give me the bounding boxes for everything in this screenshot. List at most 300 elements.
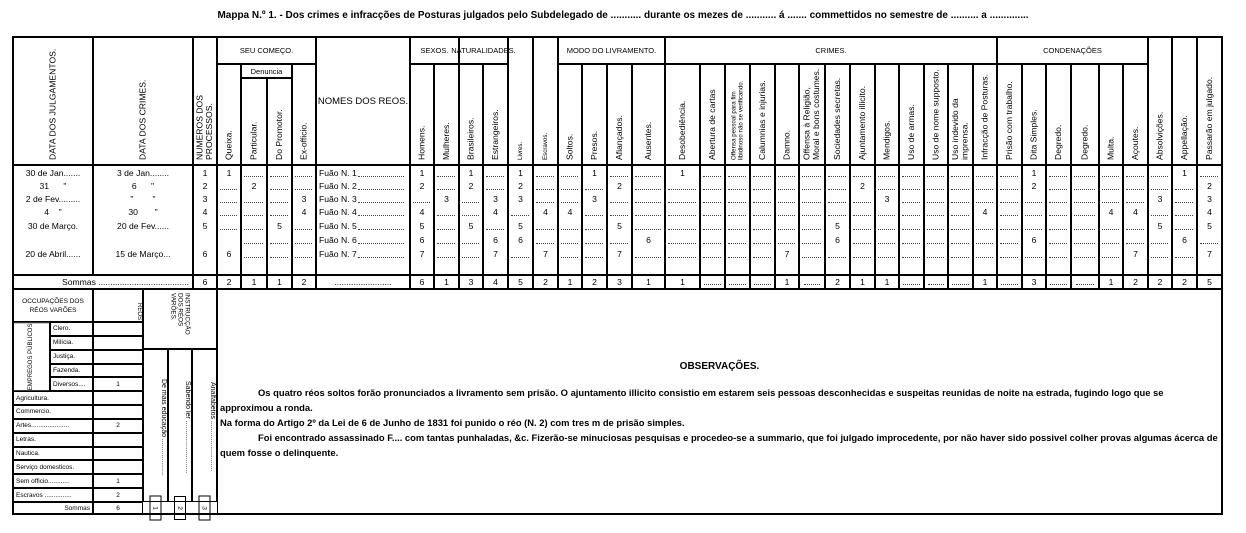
dotted-blank (1102, 229, 1119, 230)
occupation-row-label (50, 350, 93, 364)
dotted-blank (878, 215, 895, 216)
dotted-blank (635, 215, 661, 216)
table-cell: 4 (301, 207, 307, 217)
dotted-blank (244, 229, 263, 230)
column-header-dita-simples-text: Dita Simples. (1028, 109, 1039, 160)
column-header-ex-officio (292, 64, 316, 165)
dotted-blank (536, 176, 554, 177)
dotted-blank (585, 243, 603, 244)
dotted-blank (753, 215, 771, 216)
dotted-blank (635, 176, 661, 177)
instruccao-header-text: INSTRUCÇÃO DOS RÉOS VARÕES. (169, 293, 191, 335)
group-header-condenacoes-text: CONDENAÇÕES (1043, 46, 1102, 55)
sommas-cell (875, 275, 899, 289)
table-cell: 2 (419, 181, 425, 191)
dotted-blank (952, 284, 968, 285)
observations-body (220, 385, 1218, 460)
dotted-blank (1126, 229, 1144, 230)
dotted-blank (753, 202, 771, 203)
column-header-do-promotor (267, 78, 292, 165)
dotted-blank (536, 229, 554, 230)
occupation-row-label-text: Nautica. (16, 450, 40, 458)
occupation-row-value-text: 2 (116, 422, 120, 430)
sommas-cell (267, 275, 292, 289)
table-cell: 2 (1031, 181, 1037, 191)
dotted-blank (828, 215, 846, 216)
dotted-blank (927, 257, 944, 258)
column-header-presos (582, 64, 607, 165)
dotted-blank (703, 176, 721, 177)
occupation-row-label (50, 377, 93, 391)
sommas-cell (1046, 275, 1071, 289)
dotted-blank (1025, 202, 1042, 203)
dotted-blank (1000, 202, 1018, 203)
dotted-blank (902, 229, 920, 230)
group-header-crimes (665, 37, 997, 64)
sommas-cell (1071, 275, 1099, 289)
reo-name: Fuão N. 7 (319, 249, 357, 259)
table-cell: 1 (518, 168, 523, 178)
observation-paragraph: Na forma do Artigo 2º da Lei de 6 de Junho de 1831 foi punido o réo (N. 2) com tres m de prisão simples. (220, 417, 685, 428)
dotted-blank (878, 257, 895, 258)
column-header-mendigos (875, 64, 899, 165)
reo-name: Fuão N. 6 (319, 235, 357, 245)
dotted-blank (244, 257, 263, 258)
dotted-blank (778, 202, 795, 203)
column-header-uso-de-armas (899, 64, 924, 165)
column-header-offensa-pessoal-para-fim-libidinoso-nao-se-verificando (725, 64, 750, 165)
table-cell: 6 (835, 235, 840, 245)
instruccao-column-2-text: Sabendo ler ........................... (184, 380, 191, 474)
column-header-prisao-com-trabalho-text: Prisão com trabalho. (1003, 81, 1014, 160)
sommas-cell-text: 1 (680, 277, 685, 287)
table-cell: 5 (518, 221, 523, 231)
dotted-blank (668, 189, 696, 190)
dotted-blank (728, 257, 746, 258)
table-cell: 7 (1133, 249, 1138, 259)
dotted-blank (1200, 243, 1218, 244)
column-body-prisao-com-trabalho (997, 165, 1022, 275)
dotted-blank (1126, 176, 1144, 177)
observation-paragraph: Foi encontrado assassinado F.... com tantas punhaladas, &c. Fizerão-se minuciosas pesquisas e procedeo-se a summario, que foi julgado improcedente, por não haver sido possivel colher provas algumas ácerca de quem fosse o delinquente. (220, 432, 1218, 458)
occupation-row-label-text: Justiça. (53, 353, 76, 361)
sommas-cell (508, 275, 533, 289)
dotted-blank (536, 202, 554, 203)
column-header-uso-indevido-da-imprensa (948, 64, 973, 165)
column-header-afiancados-text: Afiançados. (613, 115, 624, 160)
dotted-blank (486, 176, 504, 177)
dotted-blank (902, 176, 920, 177)
table-cell: 3 de Jan........ (116, 168, 170, 178)
occupation-row-value (93, 350, 143, 364)
table-cell: 3 (1207, 194, 1212, 204)
dotted-blank (536, 189, 554, 190)
dotted-blank (703, 215, 721, 216)
dotted-blank (561, 257, 578, 258)
sommas-cell-text: 1 (784, 277, 790, 287)
dotted-blank (244, 215, 263, 216)
dotted-blank (951, 243, 969, 244)
column-header-calumnias-e-injurias-text: Calumnias e injurias. (756, 80, 767, 160)
dotted-blank (1025, 257, 1042, 258)
dotted-blank (668, 229, 696, 230)
dotted-blank (437, 189, 455, 190)
column-header-mendigos-text: Mendigos. (881, 120, 892, 160)
dotted-blank (853, 243, 871, 244)
table-cell: 7 (543, 249, 548, 259)
dotted-blank (1049, 202, 1067, 203)
column-header-appellacao-text: Appellação. (1178, 115, 1189, 160)
sommas-cell-text: 5 (518, 277, 523, 287)
dotted-blank (1025, 215, 1042, 216)
dotted-blank (902, 202, 920, 203)
dotted-blank (244, 243, 263, 244)
instruccao-column-1-text: De mais educação ................... (160, 378, 167, 476)
table-cell: 30 de Março. (27, 221, 79, 231)
column-header-uso-indevido-da-imprensa-text: Uso indevido da imprensa. (950, 98, 970, 160)
dotted-blank (728, 189, 746, 190)
column-body-degredo (1046, 165, 1071, 275)
occupation-row-value-text: 1 (116, 477, 120, 485)
sommas-cell (582, 275, 607, 289)
table-cell: 31 " (39, 181, 67, 191)
dotted-blank (802, 189, 821, 190)
dotted-blank (486, 189, 504, 190)
dotted-blank (668, 202, 696, 203)
table-cell: 4 (1207, 207, 1212, 217)
occupation-row-value (93, 336, 143, 350)
sommas-cell (1197, 275, 1222, 289)
sommas-cell-text: 1 (251, 277, 257, 287)
sommas-cell (750, 275, 775, 289)
dotted-blank (1151, 189, 1168, 190)
column-header-ausentes-text: Ausentes. (642, 121, 653, 160)
dotted-blank (902, 243, 920, 244)
column-body-ausentes (632, 165, 665, 275)
table-cell: 4 (202, 207, 208, 217)
sommas-cell-text: 3 (468, 277, 474, 287)
column-body-appellacao (1172, 165, 1197, 275)
column-header-passarao-em-julgado (1197, 37, 1222, 165)
occupation-row-label-text: Milícia. (53, 339, 74, 347)
sommas-cell (997, 275, 1022, 289)
table-cell: 2 (202, 181, 208, 191)
column-header-queixa (217, 64, 241, 165)
dotted-blank (358, 257, 404, 258)
column-header-ajuntamento-illicito-text: Ajuntamento illicito. (856, 85, 867, 160)
occupation-row-value (93, 419, 143, 433)
column-header-uso-de-armas-text: Uso de armas. (905, 104, 916, 160)
dotted-blank (1074, 202, 1095, 203)
dotted-blank (1000, 189, 1018, 190)
dotted-blank (902, 215, 920, 216)
dotted-blank (585, 229, 603, 230)
dotted-blank (635, 257, 661, 258)
table-cell: 5 (835, 221, 840, 231)
sommas-cell-text: 1 (860, 277, 865, 287)
column-body-mulheres (434, 165, 459, 275)
sommas-cell (948, 275, 973, 289)
occupation-row-label (50, 336, 93, 350)
table-cell: 5 (1207, 221, 1212, 231)
reos-header-text: RÉOS (136, 302, 142, 320)
sommas-cell-text: 6 (419, 277, 425, 287)
sommas-cell (607, 275, 632, 289)
occupation-row-label-text: Sem officio............ (16, 477, 70, 485)
occupation-row-label (13, 433, 93, 447)
column-header-abertura-de-cartas-text: Abertura de cartas (706, 89, 717, 160)
occupations-sommas-label (13, 502, 93, 514)
dotted-blank (295, 257, 312, 258)
dotted-blank (561, 189, 578, 190)
table-cell: 20 de Fev...... (117, 221, 169, 231)
column-body-offensa-pessoal-para-fim-libidinoso-nao-se-verificando (725, 165, 750, 275)
dotted-blank (778, 243, 795, 244)
dotted-blank (976, 257, 993, 258)
table-cell: 7 (1207, 249, 1212, 259)
column-header-offensa-a-religiao-moral-e-bons-costumes (799, 64, 825, 165)
sommas-cell-text: 1 (567, 277, 573, 287)
column-header-mulheres (434, 64, 459, 165)
dotted-blank (462, 257, 479, 258)
dotted-blank (668, 257, 696, 258)
occupation-row-value (93, 433, 143, 447)
table-cell: 6 (646, 235, 651, 245)
occupation-row-value (93, 488, 143, 502)
sommas-cell (899, 275, 924, 289)
occupation-row-value (93, 460, 143, 474)
column-header-infraccao-de-posturas-text: Infracção de Posturas. (979, 74, 990, 160)
occupation-row-label (50, 364, 93, 378)
dotted-blank (802, 257, 821, 258)
group-header-seu-comeco-text: SEU COMEÇO. (239, 46, 294, 55)
instruccao-header (143, 289, 217, 349)
instruccao-total (199, 496, 211, 521)
group-header-naturalidades-text: NATURALIDADES. (451, 46, 516, 55)
sommas-cell (483, 275, 508, 289)
column-body-abertura-de-cartas (700, 165, 725, 275)
sommas-cell-text: 1 (646, 277, 651, 287)
column-header-do-promotor-text: Do Promotor. (273, 109, 284, 160)
dotted-blank (927, 229, 944, 230)
observations-section (218, 289, 1221, 513)
dotted-blank (1074, 257, 1095, 258)
dotted-blank (511, 257, 529, 258)
sommas-cell-text: 5 (1207, 277, 1212, 287)
dotted-blank (1126, 243, 1144, 244)
group-header-modo-livramento-text: MODO DO LIVRAMENTO. (566, 46, 657, 55)
reo-name: Fuão N. 2 (319, 181, 357, 191)
dotted-blank (1000, 229, 1018, 230)
sommas-label (13, 275, 193, 289)
column-header-nomes-dos-reos (316, 37, 410, 165)
dotted-blank (853, 202, 871, 203)
dotted-blank (358, 202, 404, 203)
dotted-blank (270, 215, 288, 216)
column-header-data-dos-julgamentos-text: DATA DOS JULGAMENTOS. (47, 48, 58, 160)
occupation-row-label-text: Artes..................... (16, 422, 70, 430)
dotted-blank (585, 189, 603, 190)
column-header-presos-text: Presos. (588, 130, 599, 160)
empregos-publicos-label-text: EMPREGOS PÚBLICOS (28, 323, 34, 390)
dotted-blank (753, 243, 771, 244)
dotted-blank (295, 243, 312, 244)
occupations-header (13, 289, 93, 322)
column-body-multa (1099, 165, 1123, 275)
column-header-numeros-dos-processos-text: NUMEROS DOS PROCESSOS. (194, 95, 214, 160)
dotted-blank (976, 202, 993, 203)
dotted-blank (635, 202, 661, 203)
table-cell: 2 (518, 181, 523, 191)
table-cell: 5 (1157, 221, 1163, 231)
dotted-blank (728, 243, 746, 244)
dotted-blank (778, 189, 795, 190)
table-cell: 3 (301, 194, 307, 204)
dotted-blank (270, 189, 288, 190)
dotted-blank (1200, 176, 1218, 177)
table-cell: 3 (493, 194, 498, 204)
dotted-blank (802, 243, 821, 244)
dotted-blank (928, 284, 943, 285)
dotted-blank (437, 257, 455, 258)
table-cell: 1 (1182, 168, 1187, 178)
column-header-brasileiros-text: Brasileiros. (465, 117, 476, 160)
column-header-degredo (1071, 64, 1099, 165)
dotted-blank (1000, 176, 1018, 177)
dotted-blank (828, 202, 846, 203)
document-title: Mappa N.º 1. - Dos crimes e infracções de Posturas julgados pelo Subdelegado de ........... durante os mezes de ........... á ....... commettidos no semestre de .......... a .............. (217, 10, 1029, 21)
sommas-cell-text: 3 (1031, 277, 1037, 287)
occupation-row-label (13, 419, 93, 433)
dotted-blank (804, 284, 821, 285)
dotted-blank (976, 243, 993, 244)
sommas-cell (533, 275, 558, 289)
dotted-blank (462, 215, 479, 216)
sommas-cell (973, 275, 997, 289)
column-header-data-dos-crimes (93, 37, 193, 165)
dotted-blank (220, 215, 237, 216)
instruccao-column-3-text: Analfabetos .......................... (209, 382, 216, 472)
column-header-abertura-de-cartas (700, 64, 725, 165)
occupation-row-value (93, 391, 143, 405)
column-header-data-dos-julgamentos (13, 37, 93, 165)
dotted-blank (610, 215, 628, 216)
column-header-uso-de-nome-supposto-text: Uso de nome supposto. (930, 69, 941, 160)
column-header-sociedades-secretas-text: Sociedades secretas. (831, 77, 842, 160)
table-cell: 3 (1157, 194, 1163, 204)
dotted-blank (927, 215, 944, 216)
instruccao-column-3 (192, 349, 217, 502)
column-header-prisao-com-trabalho (997, 64, 1022, 165)
table-cell: 1 (680, 168, 685, 178)
reo-name: Fuão N. 1 (319, 168, 357, 178)
column-body-calumnias-e-injurias (750, 165, 775, 275)
dotted-blank (828, 176, 846, 177)
dotted-blank (1049, 229, 1067, 230)
column-header-escravos-text: Escravos. (542, 132, 549, 160)
column-header-mulheres-text: Mulheres. (440, 122, 451, 160)
column-header-desobediencia-text: Desobediência. (676, 100, 687, 160)
dotted-blank (976, 189, 993, 190)
instruccao-total-text: 3 (201, 506, 208, 510)
dotted-blank (668, 243, 696, 244)
dotted-blank (244, 202, 263, 203)
dotted-blank (437, 229, 455, 230)
dotted-blank (1001, 284, 1017, 285)
sommas-cell (632, 275, 665, 289)
table-cell: 3 (592, 194, 597, 204)
column-header-dita-simples (1022, 64, 1046, 165)
sommas-cell (850, 275, 875, 289)
dotted-blank (561, 243, 578, 244)
dotted-blank (703, 202, 721, 203)
occupation-row-value (93, 405, 143, 419)
column-header-multa-text: Multa. (1105, 136, 1116, 160)
dotted-blank (1151, 215, 1168, 216)
table-cell: 1 (468, 168, 474, 178)
sommas-cell (1172, 275, 1197, 289)
dotted-blank (878, 229, 895, 230)
dotted-blank (635, 189, 661, 190)
group-header-naturalidades (451, 37, 516, 64)
table-cell: 4 (1133, 207, 1138, 217)
dotted-blank (753, 189, 771, 190)
sommas-cell (1123, 275, 1148, 289)
dotted-blank (802, 215, 821, 216)
column-header-queixa-text: Queixa. (223, 130, 234, 160)
table-cell: 2 (1207, 181, 1212, 191)
column-header-sociedades-secretas (825, 64, 850, 165)
dotted-blank (1151, 257, 1168, 258)
occupation-row-label-text: Fazenda. (53, 366, 81, 374)
table-cell: 2 (860, 181, 865, 191)
table-cell: 4 (543, 207, 548, 217)
dotted-blank (753, 257, 771, 258)
table-cell: 5 (468, 221, 474, 231)
column-header-ausentes (632, 64, 665, 165)
dotted-blank (878, 189, 895, 190)
reo-name: Fuão N. 3 (319, 194, 357, 204)
group-header-crimes-text: CRIMES. (815, 46, 847, 55)
dotted-blank (853, 229, 871, 230)
dotted-blank (1151, 243, 1168, 244)
dotted-blank (728, 202, 746, 203)
table-cell: 3 (884, 194, 890, 204)
dotted-blank (1102, 202, 1119, 203)
dotted-blank (1000, 243, 1018, 244)
dotted-blank (728, 229, 746, 230)
sommas-cell-text: 3 (617, 277, 622, 287)
table-cell: 7 (419, 249, 425, 259)
column-header-data-dos-crimes-text: DATA DOS CRIMES. (137, 79, 148, 160)
dotted-blank (753, 229, 771, 230)
sommas-cell (1022, 275, 1046, 289)
column-body-ex-officio (292, 165, 316, 275)
sommas-cell (1148, 275, 1172, 289)
dotted-blank (1000, 215, 1018, 216)
dotted-blank (561, 229, 578, 230)
occupation-row-label (13, 460, 93, 474)
table-cell: " " (130, 194, 156, 204)
sommas-cell (434, 275, 459, 289)
occupation-row-label-text: Diversos.... (53, 380, 86, 388)
occupations-header-text: OCCUPAÇÕES DOS RÉOS VARÕES (22, 297, 84, 314)
sommas-cell (700, 275, 725, 289)
table-cell: 5 (277, 221, 282, 231)
dotted-blank (778, 176, 795, 177)
occupation-row-value (93, 474, 143, 488)
sommas-label-text: Sommas ...................................... (61, 277, 189, 287)
